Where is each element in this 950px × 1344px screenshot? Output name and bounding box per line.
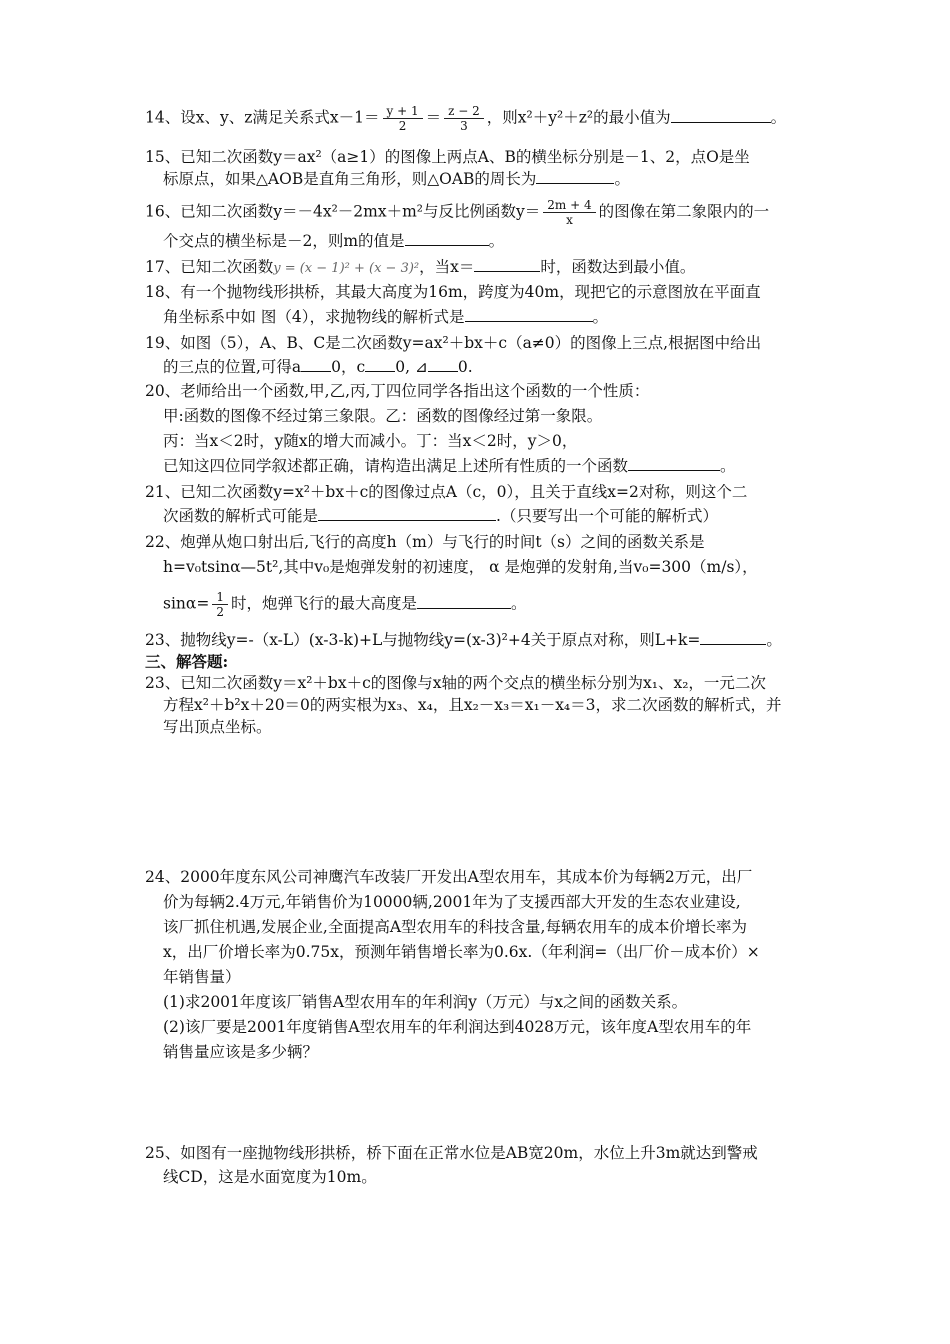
q21-text-2: .（只要写出一个可能的解析式） — [496, 507, 718, 525]
fraction-1-over-2 — [212, 590, 228, 619]
equals-sign: ＝ — [425, 108, 442, 127]
question-22-line-3 — [163, 590, 527, 619]
q16-text: 16、已知二次函数y＝－4x²－2mx＋m²与反比例函数y＝ — [145, 202, 541, 221]
question-15-line-1: 15、已知二次函数y＝ax²（a≥1）的图像上两点A、B的横坐标分别是－1、2，点O是坐 — [145, 148, 750, 166]
fraction-numerator: 1 — [212, 590, 228, 605]
q14-text-2: ，则x²＋y²＋z²的最小值为 — [486, 108, 671, 127]
question-19-line-2 — [163, 356, 473, 378]
q23a-end: 。 — [766, 631, 782, 649]
question-23-fill — [145, 629, 782, 651]
q17-text: 17、已知二次函数 — [145, 258, 274, 276]
fraction-2m-plus-4-over-x — [543, 198, 595, 227]
question-24-line-4: x，出厂价增长率为0.75x，预测年销售增长率为0.6x.（年利润=（出厂价－成本价）× — [163, 943, 760, 961]
q16-text-2: 的图像在第二象限内的一 — [598, 202, 770, 221]
q22-end: 。 — [511, 594, 527, 613]
question-22-line-1: 22、炮弹从炮口射出后,飞行的高度h（m）与飞行的时间t（s）之间的函数关系是 — [145, 533, 705, 551]
fraction-denominator: x — [566, 213, 573, 227]
question-24-line-1: 24、2000年度东风公司神鹰汽车改装厂开发出A型农用车，其成本价为每辆2万元，出厂 — [145, 868, 753, 886]
question-21-line-1: 21、已知二次函数y=x²＋bx＋c的图像过点A（c，0），且关于直线x=2对称，则这个二 — [145, 483, 748, 501]
q20-text: 已知这四位同学叙述都正确，请构造出满足上述所有性质的一个函数 — [163, 457, 629, 475]
fraction-denominator: 2 — [398, 119, 407, 133]
answer-blank[interactable] — [536, 168, 614, 184]
question-25-line-2: 线CD，这是水面宽度为10m。 — [163, 1168, 377, 1186]
q18-text: 角坐标系中如 图（4），求抛物线的解析式是 — [163, 308, 465, 326]
q17-text-3: 时，函数达到最小值。 — [540, 258, 696, 276]
answer-blank-c[interactable] — [365, 356, 395, 372]
answer-blank[interactable] — [628, 455, 720, 471]
q18-end: 。 — [592, 308, 609, 326]
q19-text-delta: 0, ⊿ — [395, 358, 428, 376]
fraction-numerator: y + 1 — [383, 104, 423, 119]
question-22-line-2: h=v₀tsinα—5t²,其中v₀是炮弹发射的初速度， α 是炮弹的发射角,当v₀=300（m/s）， — [163, 558, 758, 576]
fraction-denominator: 3 — [460, 119, 468, 133]
answer-blank[interactable] — [417, 593, 511, 609]
question-20-line-2: 甲:函数的图像不经过第三象限。乙：函数的图像经过第一象限。 — [163, 407, 603, 425]
question-14 — [145, 104, 786, 133]
fraction-y-plus-1-over-2 — [383, 104, 423, 133]
q17-expression: y = (x − 1)² + (x − 3)² — [273, 261, 420, 276]
answer-blank[interactable] — [671, 107, 771, 123]
question-24-line-5: 年销售量） — [163, 968, 241, 986]
question-20-line-3: 丙：当x＜2时，y随x的增大而减小。丁：当x＜2时，y＞0， — [163, 432, 578, 450]
answer-blank-a[interactable] — [301, 356, 331, 372]
answer-blank-delta[interactable] — [428, 356, 458, 372]
question-15-line-2 — [163, 168, 630, 190]
q21-text: 次函数的解析式可能是 — [163, 507, 319, 525]
question-23-line-2: 方程x²＋b²x＋20＝0的两实根为x₃、x₄，且x₂－x₃＝x₁－x₄＝3，求二次函数的解析式，并 — [163, 696, 782, 714]
question-19-line-1: 19、如图（5），A、B、C是二次函数y=ax²＋bx＋c（a≠0）的图像上三点,根据图中给出 — [145, 334, 762, 352]
q14-end: 。 — [770, 108, 787, 127]
question-18-line-2 — [163, 306, 608, 328]
answer-blank[interactable] — [465, 306, 593, 322]
question-21-line-2 — [163, 505, 718, 527]
question-23-line-3: 写出顶点坐标。 — [163, 718, 272, 736]
section-heading-answer-questions: 三、解答题: — [145, 652, 229, 671]
q16-end: 。 — [488, 232, 505, 250]
question-20-line-1: 20、老师给出一个函数,甲,乙,丙,丁四位同学各指出这个函数的一个性质： — [145, 382, 650, 400]
question-25-line-1: 25、如图有一座抛物线形拱桥，桥下面在正常水位是AB宽20m，水位上升3m就达到警戒 — [145, 1144, 758, 1162]
q16-text-3: 个交点的横坐标是－2，则m的值是 — [163, 232, 405, 250]
fraction-numerator: 2m + 4 — [543, 198, 595, 213]
question-20-line-4 — [163, 455, 736, 477]
q15-text: 标原点，如果△AOB是直角三角形，则△OAB的周长为 — [163, 170, 537, 188]
question-24-line-2: 价为每辆2.4万元,年销售价为10000辆,2001年为了支援西部大开发的生态农业建设, — [163, 893, 741, 911]
question-23-line-1: 23、已知二次函数y＝x²＋bx＋c的图像与x轴的两个交点的横坐标分别为x₁、x₂，一元二次 — [145, 674, 766, 692]
q17-text-2: ，当x＝ — [419, 258, 475, 276]
q22-text: sinα= — [163, 594, 210, 613]
q23a-text: 23、抛物线y=-（x-L）(x-3-k)+L与抛物线y=(x-3)²+4关于原点对称，则L+k= — [145, 631, 701, 649]
q19-text-a: 的三点的位置,可得a — [163, 358, 302, 376]
q19-text-c: 0，c — [331, 358, 366, 376]
q14-text: 14、设x、y、z满足关系式x－1＝ — [145, 108, 380, 127]
question-17 — [145, 256, 695, 280]
question-24-part-2-cont: 销售量应该是多少辆？ — [163, 1043, 319, 1061]
q15-end: 。 — [614, 170, 630, 188]
fraction-z-minus-2-over-3 — [444, 104, 484, 133]
question-16-line-2 — [163, 230, 504, 252]
question-18-line-1: 18、有一个抛物线形拱桥，其最大高度为16m，跨度为40m，现把它的示意图放在平面直 — [145, 283, 761, 301]
q19-end: 0. — [457, 358, 473, 376]
question-24-part-1: (1)求2001年度该厂销售A型农用车的年利润y（万元）与x之间的函数关系。 — [163, 993, 688, 1011]
fraction-numerator: z − 2 — [444, 104, 484, 119]
answer-blank[interactable] — [700, 629, 766, 645]
q20-end: 。 — [720, 457, 736, 475]
q22-text-2: 时，炮弹飞行的最大高度是 — [231, 594, 418, 613]
answer-blank[interactable] — [474, 256, 540, 272]
question-24-line-3: 该厂抓住机遇,发展企业,全面提高A型农用车的科技含量,每辆农用车的成本价增长率为 — [163, 918, 747, 936]
question-24-part-2: (2)该厂要是2001年度销售A型农用车的年利润达到4028万元，该年度A型农用车的年 — [163, 1018, 752, 1036]
answer-blank[interactable] — [318, 505, 496, 521]
answer-blank[interactable] — [405, 230, 489, 246]
fraction-denominator: 2 — [216, 605, 224, 619]
question-16-line-1 — [145, 198, 769, 227]
